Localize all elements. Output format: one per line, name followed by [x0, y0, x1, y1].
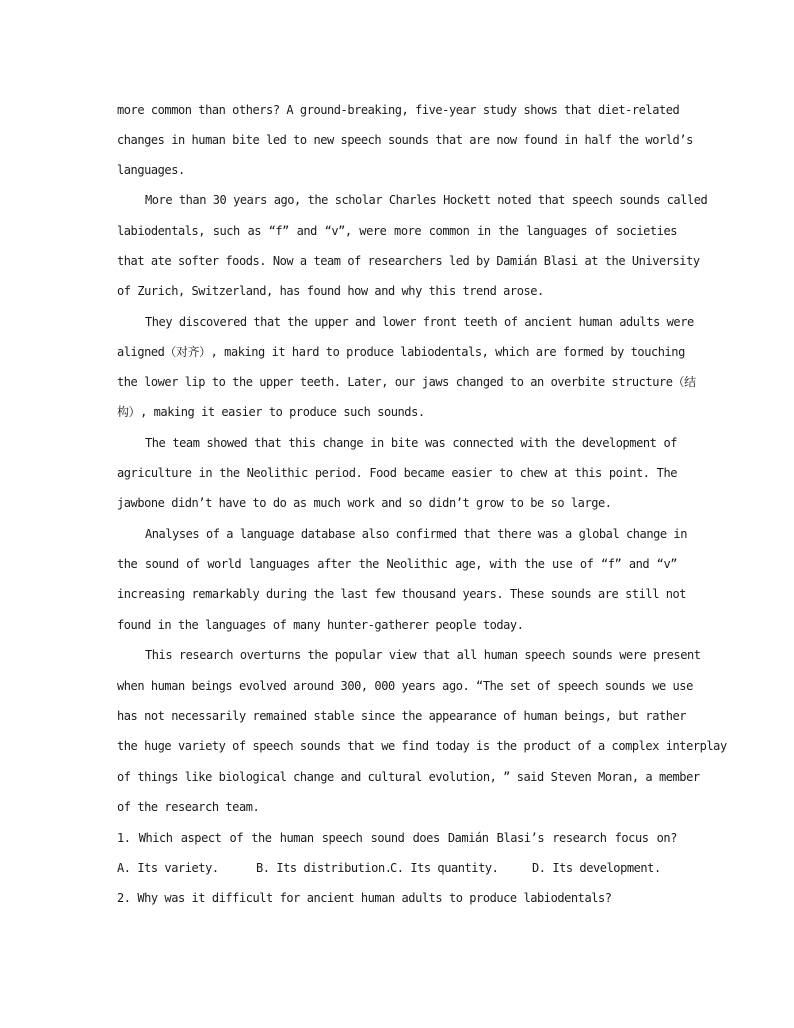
passage-line: of the research team.	[117, 800, 260, 814]
passage-line: labiodentals, such as “f” and “v”, were more common in the languages of societies	[117, 224, 677, 238]
passage-line: aligned（对齐）, making it hard to produce labiodentals, which are formed by touching	[117, 345, 685, 359]
passage-line: More than 30 years ago, the scholar Charles Hockett noted that speech sounds called	[145, 193, 708, 207]
passage-line: increasing remarkably during the last few thousand years. These sounds are still not	[117, 587, 687, 601]
passage-line: This research overturns the popular view that all human speech sounds were present	[145, 648, 701, 662]
question-2-stem: 2. Why was it difficult for ancient human adults to produce labiodentals?	[117, 891, 612, 905]
passage-line: The team showed that this change in bite was connected with the development of	[145, 436, 677, 450]
passage-line: the sound of world languages after the Neolithic age, with the use of “f” and “v”	[117, 557, 677, 571]
passage-line: jawbone didn’t have to do as much work and so didn’t grow to be so large.	[117, 496, 612, 510]
passage-line: agriculture in the Neolithic period. Food became easier to chew at this point. The	[117, 466, 677, 480]
passage-line: changes in human bite led to new speech sounds that are now found in half the world’s	[117, 133, 693, 147]
passage-line: has not necessarily remained stable since the appearance of human beings, but rather	[117, 709, 687, 723]
question-1-option-d[interactable]: D. Its development.	[532, 861, 661, 875]
question-1-option-b[interactable]: B. Its distribution.	[256, 861, 392, 875]
passage-line: 构）, making it easier to produce such sounds.	[117, 405, 425, 419]
question-1-stem: 1. Which aspect of the human speech sound does Damián Blasi’s research focus on?	[117, 831, 677, 845]
passage-line: when human beings evolved around 300, 000 years ago. “The set of speech sounds we use	[117, 679, 693, 693]
passage-line: found in the languages of many hunter-gatherer people today.	[117, 618, 524, 632]
passage-line: Analyses of a language database also confirmed that there was a global change in	[145, 527, 687, 541]
passage-line: the huge variety of speech sounds that we find today is the product of a complex interplay	[117, 739, 727, 753]
passage-line: the lower lip to the upper teeth. Later, our jaws changed to an overbite structure（结	[117, 375, 696, 389]
passage-line: more common than others? A ground-breaking, five-year study shows that diet-related	[117, 103, 680, 117]
passage-line: They discovered that the upper and lower front teeth of ancient human adults were	[145, 315, 694, 329]
passage-line: of Zurich, Switzerland, has found how and why this trend arose.	[117, 284, 544, 298]
passage-line: that ate softer foods. Now a team of researchers led by Damián Blasi at the University	[117, 254, 700, 268]
question-1-option-c[interactable]: C. Its quantity.	[390, 861, 499, 875]
question-1-option-a[interactable]: A. Its variety.	[117, 861, 219, 875]
passage-line: of things like biological change and cultural evolution, ” said Steven Moran, a member	[117, 770, 700, 784]
passage-line: languages.	[117, 163, 185, 177]
